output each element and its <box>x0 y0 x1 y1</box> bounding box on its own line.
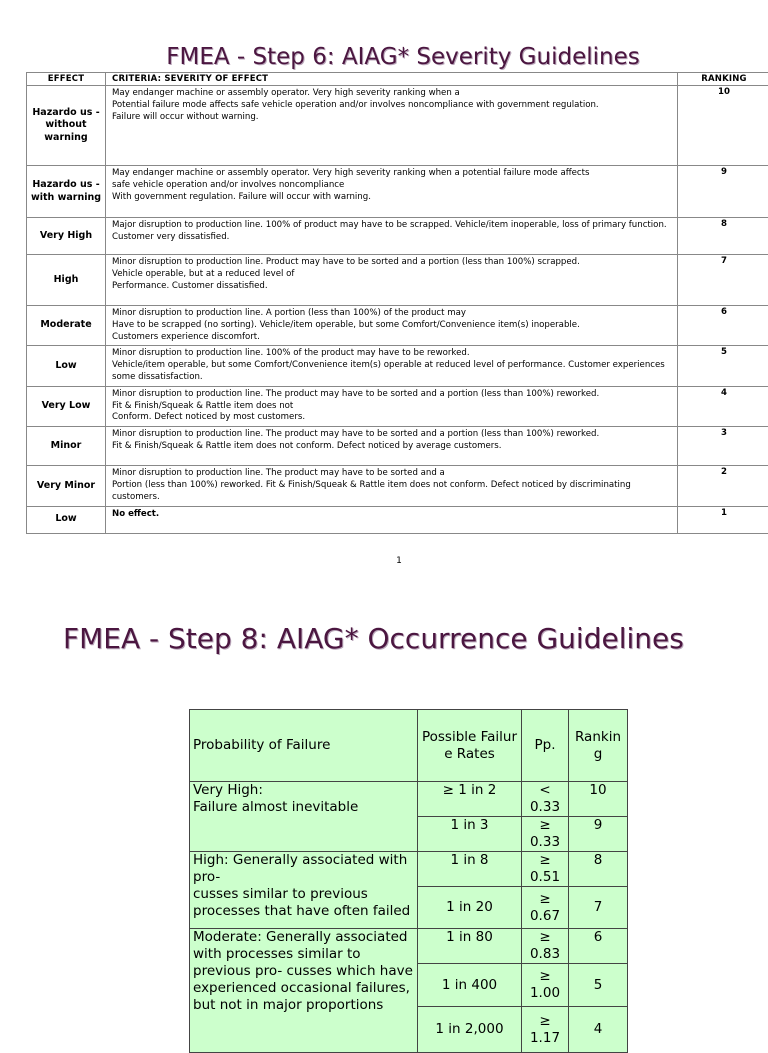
criteria-cell: Minor disruption to production line. Product may have to be sorted and a portion (less than 100%) scrapped. Vehicle operable, but at a reduced level of Performance. Customer dissatisfied. <box>106 255 678 306</box>
criteria-cell: Minor disruption to production line. A portion (less than 100%) of the product may Have to be scrapped (no sorting). Vehicle/item operable, but some Comfort/Convenience item(s) inoperable. Customers experience discomfort. <box>106 306 678 346</box>
probability-cell: Very High: Failure almost inevitable <box>190 782 418 852</box>
ranking-cell: 2 <box>678 466 768 506</box>
occurrence-table <box>189 709 628 1053</box>
probability-cell: High: Generally associated with pro- cusses similar to previous processes that have often failed <box>190 852 418 929</box>
table-row <box>27 427 768 466</box>
page-number: 1 <box>0 556 768 566</box>
effect-cell: Very Minor <box>27 466 106 506</box>
rank-cell: 7 <box>569 887 628 929</box>
rank-cell: 10 <box>569 782 628 817</box>
table-row <box>27 306 768 346</box>
rank-cell: 8 <box>569 852 628 887</box>
rate-cell: 1 in 8 <box>418 852 522 887</box>
rate-cell: 1 in 20 <box>418 887 522 929</box>
rates-header: Possible Failur e Rates <box>418 710 522 782</box>
pp-cell: < 0.33 <box>522 782 569 817</box>
criteria-cell: Minor disruption to production line. 100% of the product may have to be reworked. Vehicle/item operable, but some Comfort/Convenience item(s) operable at reduced level of performance. Customer experiences some dissatisfaction. <box>106 346 678 386</box>
occurrence-title: FMEA - Step 8: AIAG* Occurrence Guidelines <box>63 621 703 657</box>
rank-cell: 4 <box>569 1007 628 1053</box>
criteria-cell: Major disruption to production line. 100% of product may have to be scrapped. Vehicle/item inoperable, loss of primary function. Customer very dissatisfied. <box>106 218 678 255</box>
table-row <box>190 782 628 817</box>
ranking-cell: 7 <box>678 255 768 306</box>
criteria-cell: Minor disruption to production line. The product may have to be sorted and a portion (less than 100%) reworked. Fit & Finish/Squeak & Rattle item does not conform. Defect noticed by average customers. <box>106 427 678 466</box>
pp-cell: ≥ 0.33 <box>522 817 569 852</box>
ranking-cell: 9 <box>678 166 768 218</box>
probability-header: Probability of Failure <box>190 710 418 782</box>
table-row <box>190 852 628 887</box>
effect-cell: Hazardo us - with warning <box>27 166 106 218</box>
rate-cell: 1 in 3 <box>418 817 522 852</box>
table-row <box>27 166 768 218</box>
table-row <box>27 506 768 533</box>
effect-header: EFFECT <box>27 73 106 86</box>
effect-cell: High <box>27 255 106 306</box>
criteria-cell: May endanger machine or assembly operator. Very high severity ranking when a Potential failure mode affects safe vehicle operation and/or involves noncompliance with government regulation. Failure will occur without warning. <box>106 86 678 166</box>
pp-cell: ≥ 0.51 <box>522 852 569 887</box>
criteria-cell: Minor disruption to production line. The product may have to be sorted and a Portion (less than 100%) reworked. Fit & Finish/Squeak & Rattle item does not conform. Defect noticed by discriminating customers. <box>106 466 678 506</box>
probability-cell: Moderate: Generally associated with processes similar to previous pro- cusses which have experienced occasional failures, but not in major proportions <box>190 929 418 1053</box>
rate-cell: 1 in 400 <box>418 964 522 1007</box>
ranking-cell: 1 <box>678 506 768 533</box>
table-row <box>27 466 768 506</box>
table-row <box>190 929 628 964</box>
rate-cell: ≥ 1 in 2 <box>418 782 522 817</box>
effect-cell: Moderate <box>27 306 106 346</box>
rank-cell: 5 <box>569 964 628 1007</box>
pp-cell: ≥ 0.67 <box>522 887 569 929</box>
rate-cell: 1 in 80 <box>418 929 522 964</box>
rate-cell: 1 in 2,000 <box>418 1007 522 1053</box>
table-row <box>27 346 768 386</box>
table-row <box>27 218 768 255</box>
criteria-header: CRITERIA: SEVERITY OF EFFECT <box>106 73 678 86</box>
ranking-header: RANKING <box>678 73 768 86</box>
ranking-cell: 6 <box>678 306 768 346</box>
table-row <box>27 386 768 426</box>
effect-cell: Minor <box>27 427 106 466</box>
effect-cell: Low <box>27 346 106 386</box>
ranking-cell: 10 <box>678 86 768 166</box>
ranking-cell: 4 <box>678 386 768 426</box>
effect-cell: Hazardo us - without warning <box>27 86 106 166</box>
criteria-cell: Minor disruption to production line. The product may have to be sorted and a portion (less than 100%) reworked. Fit & Finish/Squeak & Rattle item does not Conform. Defect noticed by most customers. <box>106 386 678 426</box>
pp-cell: ≥ 0.83 <box>522 929 569 964</box>
table-row <box>27 86 768 166</box>
pp-cell: ≥ 1.00 <box>522 964 569 1007</box>
rank-cell: 9 <box>569 817 628 852</box>
ranking-cell: 5 <box>678 346 768 386</box>
effect-cell: Very Low <box>27 386 106 426</box>
ranking-cell: 8 <box>678 218 768 255</box>
criteria-cell: May endanger machine or assembly operator. Very high severity ranking when a potential failure mode affects safe vehicle operation and/or involves noncompliance With government regulation. Failure will occur with warning. <box>106 166 678 218</box>
ranking-header: Rankin g <box>569 710 628 782</box>
severity-table <box>26 72 768 534</box>
criteria-cell: No effect. <box>106 506 678 533</box>
severity-header-row <box>27 73 768 86</box>
severity-title: FMEA - Step 6: AIAG* Severity Guidelines <box>0 44 768 70</box>
table-row <box>27 255 768 306</box>
effect-cell: Very High <box>27 218 106 255</box>
pp-cell: ≥ 1.17 <box>522 1007 569 1053</box>
effect-cell: Low <box>27 506 106 533</box>
pp-header: Pp. <box>522 710 569 782</box>
occurrence-header-row <box>190 710 628 782</box>
rank-cell: 6 <box>569 929 628 964</box>
ranking-cell: 3 <box>678 427 768 466</box>
